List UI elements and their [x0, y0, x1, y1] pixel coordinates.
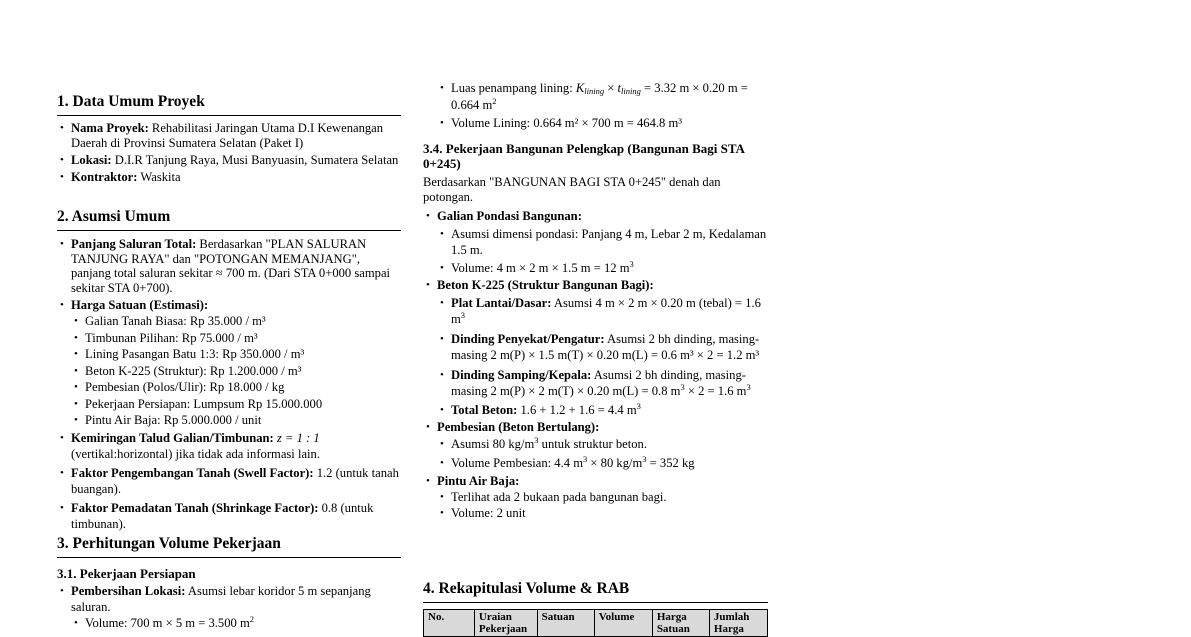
rab-table: [423, 609, 768, 637]
project-data-list: [57, 121, 401, 186]
table-header-row: [424, 610, 768, 637]
table-header-cell: Uraian Pekerjaan: [474, 610, 537, 637]
list-item: • Pembesian (Polos/Ulir): Rp 18.000 / kg: [71, 380, 401, 396]
section-3: [57, 535, 401, 634]
list-item: • Volume: 2 unit: [437, 506, 768, 522]
list-item: • Beton K-225 (Struktur Bangunan Bagi): • Plat Lantai/Dasar: Asumsi 4 m × 2 m × 0.20 m (tebal) = 1.6 $m^3$ • Dinding Penyekat/Pengatur: Asumsi 2 bh dinding, masing-masing 2 m(P) × 1.5 m(T) × 0.20 m(L) = 0.6 m³ × 2 = 1.2 m³ • Dinding Samping/Kepala: Asumsi 2 bh dinding, masing-masing 2 m(P) × 2 m(T) × 0.20 m(L) = 0.8 $m^3 \times 2 = 1.6$ $m^3$ • Total Beton: 1.6 + 1.2 + 1.6 = 4.4 $m^3$: [423, 278, 768, 418]
list-item: • Dinding Samping/Kepala: Asumsi 2 bh dinding, masing-masing 2 m(P) × 2 m(T) × 0.20 m(L) = 0.8 $m^3 \times 2 = 1.6$ $m^3$: [437, 367, 768, 400]
list-item: • Timbunan Pilihan: Rp 75.000 / m³: [71, 331, 401, 347]
list-item: • Total Beton: 1.6 + 1.2 + 1.6 = 4.4 $m^3$: [437, 403, 768, 419]
list-item: • Pintu Air Baja: • Terlihat ada 2 bukaan pada bangunan bagi. • Volume: 2 unit: [423, 474, 768, 522]
list-item: • Volume Lining: 0.664 m² × 700 m = 464.8 m³: [437, 116, 768, 132]
intro-text: Berdasarkan "BANGUNAN BAGI STA 0+245" denah dan potongan.: [423, 175, 721, 204]
list-item: • Asumsi 80 $kg/m^3$ untuk struktur beton.: [437, 437, 768, 453]
table-header-cell: Satuan: [537, 610, 594, 637]
table-header-cell: Volume: [594, 610, 652, 637]
section-4: [423, 580, 768, 637]
table-header-cell: Jumlah Harga: [709, 610, 767, 637]
table-header-cell: No.: [424, 610, 475, 637]
subsection-title: 3.1. Pekerjaan Persiapan: [57, 566, 196, 581]
list-item: • Galian Pondasi Bangunan: • Asumsi dimensi pondasi: Panjang 4 m, Lebar 2 m, Kedalaman 1.5 m. • Volume: 4 m × 2 m × 1.5 m = 12 $m^3$: [423, 209, 768, 276]
list-item: • Dinding Penyekat/Pengatur: Asumsi 2 bh dinding, masing-masing 2 m(P) × 1.5 m(T) × 0.20 m(L) = 0.6 m³ × 2 = 1.2 m³: [437, 331, 768, 364]
section-3-4: [423, 141, 768, 523]
lining-list: [423, 80, 768, 134]
list-item: • Kontraktor: Waskita: [57, 170, 401, 186]
table-header-cell: Harga Satuan: [652, 610, 709, 637]
list-item: • Faktor Pengembangan Tanah (Swell Factor): 1.2 (untuk tanah buangan).: [57, 465, 401, 498]
list-item: • Pintu Air Baja: Rp 5.000.000 / unit: [71, 413, 401, 429]
list-item: • Harga Satuan (Estimasi): • Galian Tanah Biasa: Rp 35.000 / m³ • Timbunan Pilihan: Rp 75.000 / m³ • Lining Pasangan Batu 1:3: Rp 350.000 / m³ • Beton K-225 (Struktur): Rp 1.200.000 / m³ • Pembesian (Polos/Ulir): Rp 18.000 / kg • Pekerjaan Persiapan: Lumpsum Rp 15.000.000 • Pintu Air Baja: Rp 5.000.000 / unit: [57, 298, 401, 429]
sub-list: [437, 295, 768, 419]
list-item: • Luas penampang lining: $K_{lining} \times t_{lining} = 3.32$ m × 0.20 m = 0.664 $m^2$: [437, 80, 768, 113]
list-item: • Panjang Saluran Total: Berdasarkan "PLAN SALURAN TANJUNG RAYA" dan "POTONGAN MEMANJANG", panjang total saluran sekitar ≈ 700 m. (Dari STA 0+000 sampai sekitar STA 0+700).: [57, 237, 401, 296]
section-title: 3. Perhitungan Volume Pekerjaan: [57, 535, 401, 558]
assumption-list: [57, 237, 401, 533]
preparation-list: [57, 584, 401, 632]
section-title: 1. Data Umum Proyek: [57, 93, 401, 116]
subsection-title: 3.4. Pekerjaan Bangunan Pelengkap (Bangunan Bagi STA 0+245): [423, 141, 745, 171]
section-2: [57, 208, 401, 535]
list-item: • Beton K-225 (Struktur): Rp 1.200.000 / m³: [71, 364, 401, 380]
list-item: • Volume: 4 m × 2 m × 1.5 m = 12 $m^3$: [437, 261, 768, 277]
sub-list: [437, 434, 768, 472]
list-item: • Volume Pembesian: 4.4 $m^3 \times 80$ $kg/m^3 = 352$ kg: [437, 456, 768, 472]
list-item: • Terlihat ada 2 bukaan pada bangunan bagi.: [437, 490, 768, 506]
section-1: [57, 93, 401, 188]
section-title: 2. Asumsi Umum: [57, 208, 401, 231]
list-item: • Kemiringan Talud Galian/Timbunan: z = 1 : 1 (vertikal:horizontal) jika tidak ada informasi lain.: [57, 430, 401, 463]
list-item: • Pekerjaan Persiapan: Lumpsum Rp 15.000.000: [71, 397, 401, 413]
list-item: • Plat Lantai/Dasar: Asumsi 4 m × 2 m × 0.20 m (tebal) = 1.6 $m^3$: [437, 295, 768, 328]
list-item: • Galian Tanah Biasa: Rp 35.000 / m³: [71, 314, 401, 330]
list-item: • Asumsi dimensi pondasi: Panjang 4 m, Lebar 2 m, Kedalaman 1.5 m.: [437, 226, 768, 259]
list-item: • Nama Proyek: Rehabilitasi Jaringan Utama D.I Kewenangan Daerah di Provinsi Sumatera Selatan (Paket I): [57, 121, 401, 151]
list-item: • Volume: 700 m × 5 m = 3.500 $m^2$: [71, 616, 401, 632]
list-item: • Pembersihan Lokasi: Asumsi lebar koridor 5 m sepanjang saluran. • Volume: 700 m × 5 m = 3.500 $m^2$: [57, 584, 401, 632]
structure-list: [423, 209, 768, 521]
sub-list: [437, 226, 768, 277]
unit-price-list: [71, 314, 401, 429]
list-item: • Lining Pasangan Batu 1:3: Rp 350.000 / m³: [71, 347, 401, 363]
list-item: • Pembesian (Beton Bertulang): • Asumsi 80 $kg/m^3$ untuk struktur beton. • Volume Pembesian: 4.4 $m^3 \times 80$ $kg/m^3 = 352$ kg: [423, 420, 768, 472]
volume-list: [71, 616, 401, 632]
list-item: • Faktor Pemadatan Tanah (Shrinkage Factor): 0.8 (untuk timbunan).: [57, 500, 401, 533]
section-title: 4. Rekapitulasi Volume & RAB: [423, 580, 768, 603]
list-item: • Lokasi: D.I.R Tanjung Raya, Musi Banyuasin, Sumatera Selatan: [57, 153, 401, 168]
sub-list: [437, 490, 768, 521]
